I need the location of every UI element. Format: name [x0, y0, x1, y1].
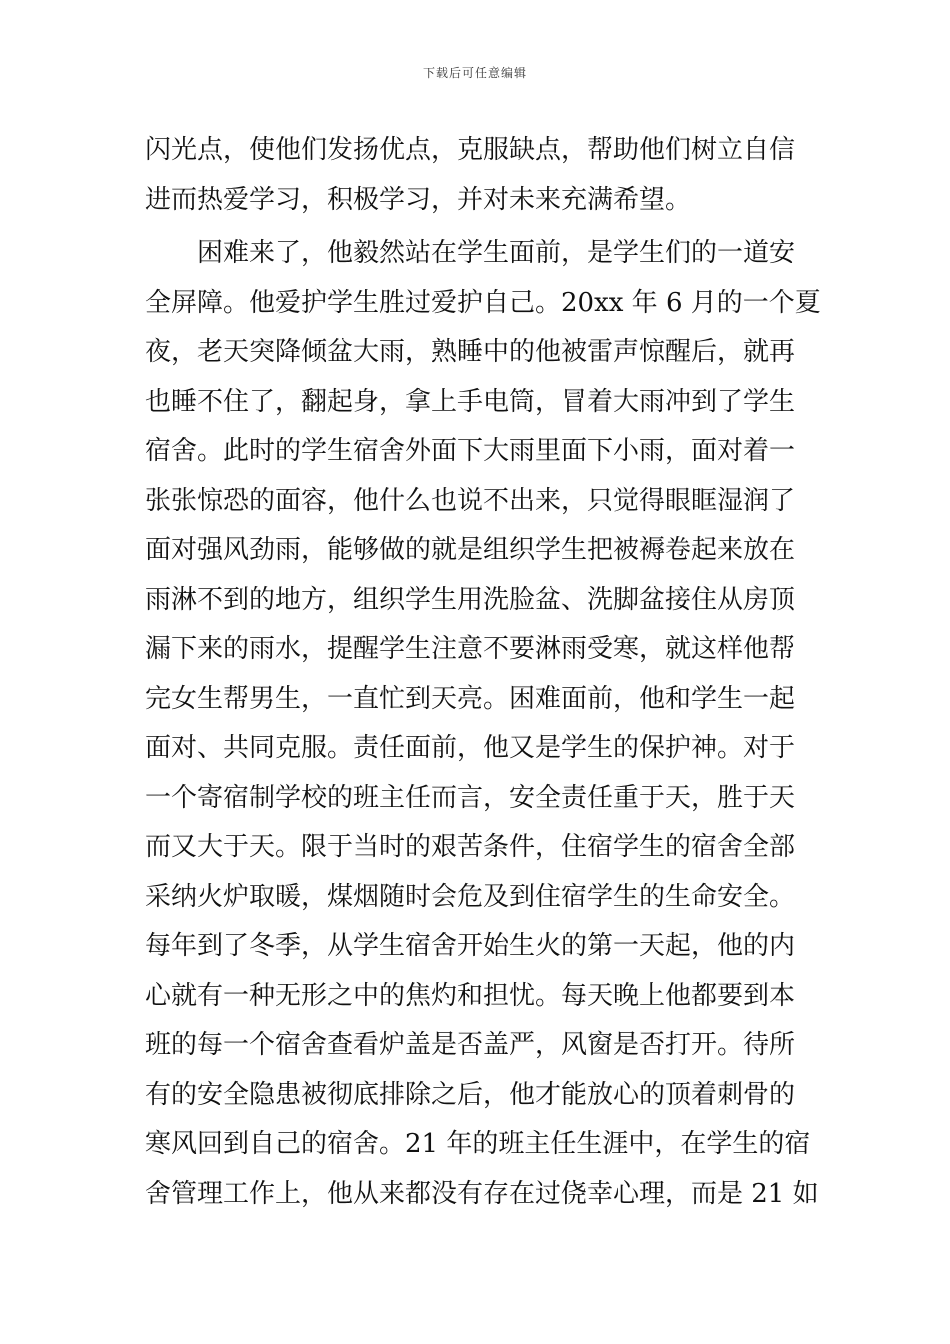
- text-line: 面对、共同克服。责任面前，他又是学生的保护神。对于: [145, 733, 796, 763]
- paragraph: [145, 126, 810, 225]
- text-line: 寒风回到自己的宿舍。21 年的班主任生涯中，在学生的宿: [145, 1129, 811, 1159]
- text-line: 有的安全隐患被彻底排除之后，他才能放心的顶着刺骨的: [145, 1079, 796, 1110]
- text-line: 闪光点，使他们发扬优点，克服缺点，帮助他们树立自信: [145, 135, 796, 165]
- text-line: 完女生帮男生，一直忙到天亮。困难面前，他和学生一起: [145, 683, 796, 714]
- text-line: 雨淋不到的地方，组织学生用洗脸盆、洗脚盆接住从房顶: [145, 584, 796, 615]
- document-body: [145, 126, 821, 1219]
- paragraph: [145, 229, 821, 1219]
- page-header: 下载后可任意编辑: [422, 66, 527, 80]
- text-line: 漏下来的雨水，提醒学生注意不要淋雨受寒，就这样他帮: [145, 634, 796, 664]
- text-line: 面对强风劲雨，能够做的就是组织学生把被褥卷起来放在: [145, 535, 796, 565]
- text-line: 心就有一种无形之中的焦灼和担忧。每天晚上他都要到本: [145, 980, 796, 1011]
- text-line: 进而热爱学习，积极学习，并对未来充满希望。: [145, 184, 692, 215]
- text-line: 而又大于天。限于当时的艰苦条件，住宿学生的宿舍全部: [145, 832, 796, 862]
- text-line: 全屏障。他爱护学生胜过爱护自己。20xx 年 6 月的一个夏: [145, 287, 821, 318]
- text-line: 班的每一个宿舍查看炉盖是否盖严，风窗是否打开。待所: [145, 1030, 796, 1060]
- text-line: 困难来了，他毅然站在学生面前，是学生们的一道安: [197, 238, 796, 268]
- text-line: 舍管理工作上，他从来都没有存在过侥幸心理，而是 21 如: [145, 1178, 819, 1209]
- text-line: 采纳火炉取暖，煤烟随时会危及到住宿学生的生命安全。: [145, 881, 796, 912]
- text-line: 每年到了冬季，从学生宿舍开始生火的第一天起，他的内: [145, 931, 796, 961]
- text-line: 张张惊恐的面容，他什么也说不出来，只觉得眼眶湿润了: [145, 485, 796, 516]
- text-line: 也睡不住了，翻起身，拿上手电筒，冒着大雨冲到了学生: [145, 386, 796, 417]
- text-line: 一个寄宿制学校的班主任而言，安全责任重于天，胜于天: [145, 782, 796, 813]
- text-line: 宿舍。此时的学生宿舍外面下大雨里面下小雨，面对着一: [145, 436, 796, 466]
- text-line: 夜，老天突降倾盆大雨，熟睡中的他被雷声惊醒后，就再: [145, 337, 796, 367]
